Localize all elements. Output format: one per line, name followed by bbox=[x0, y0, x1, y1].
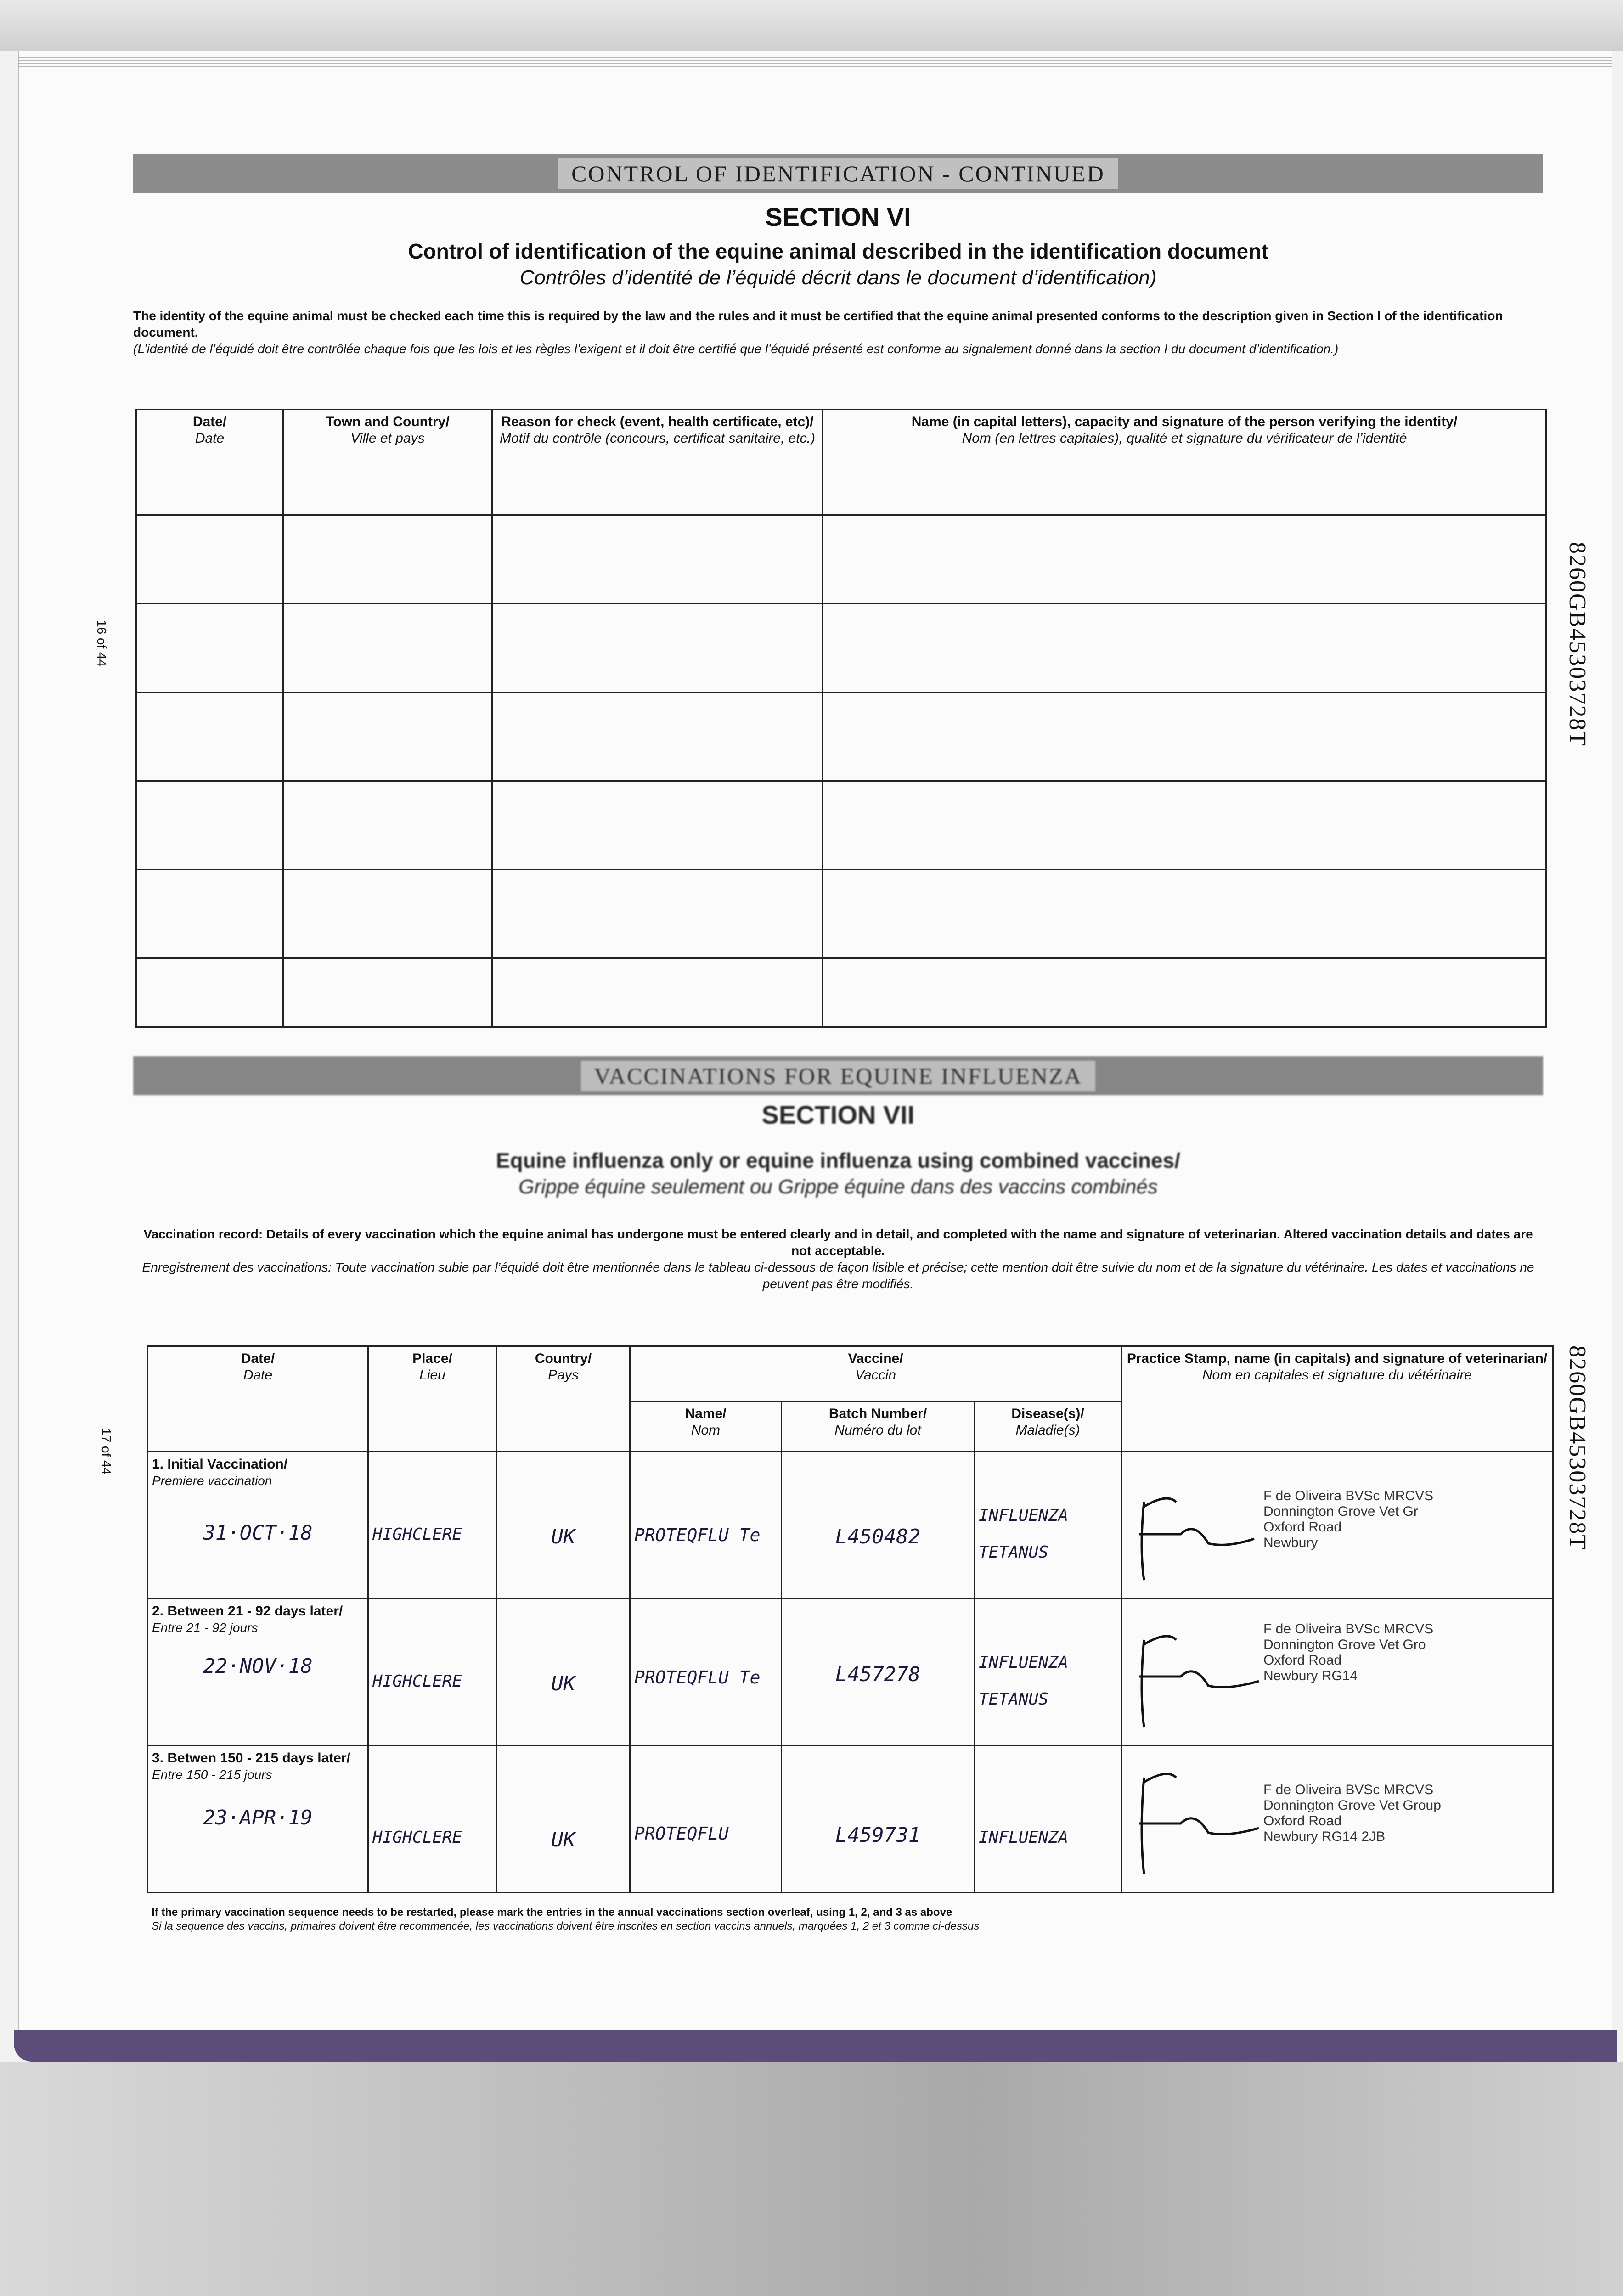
dose-label: 2. Between 21 - 92 days later/ Entre 21 - 92 jours bbox=[152, 1604, 343, 1635]
reason-cell[interactable] bbox=[492, 958, 823, 1027]
section-vi-intro bbox=[133, 308, 1543, 357]
reason-cell[interactable] bbox=[492, 781, 823, 870]
stamp-line: F de Oliveira BVSc MRCVS bbox=[1263, 1621, 1434, 1637]
identity-check-row bbox=[136, 781, 1546, 870]
reason-cell[interactable] bbox=[492, 515, 823, 604]
stamp-line: Newbury bbox=[1263, 1535, 1318, 1550]
vaccine-name-value: PROTEQFLU Te bbox=[634, 1525, 761, 1545]
verifier-cell[interactable] bbox=[823, 692, 1546, 781]
section-vii-subtitle-fr: Grippe équine seulement ou Grippe équine dans des vaccins combinés bbox=[518, 1176, 1158, 1198]
scan-background-bottom bbox=[0, 2062, 1623, 2296]
town-cell[interactable] bbox=[283, 958, 492, 1027]
vet-signature-2 bbox=[1126, 1621, 1263, 1736]
date-cell[interactable] bbox=[136, 515, 283, 604]
place-header: Place/ Lieu bbox=[368, 1346, 497, 1452]
vet-signature-3 bbox=[1126, 1764, 1263, 1879]
place-cell[interactable] bbox=[368, 1452, 497, 1599]
section-vi-banner bbox=[133, 154, 1543, 193]
disease-value: INFLUENZA bbox=[979, 1828, 1069, 1847]
section-vii-banner-text: VACCINATIONS FOR EQUINE INFLUENZA bbox=[581, 1061, 1095, 1091]
date-header: Date/ Date bbox=[148, 1346, 368, 1452]
identity-check-row bbox=[136, 958, 1546, 1027]
reason-cell[interactable] bbox=[492, 692, 823, 781]
stamp-line: Donnington Grove Vet Gro bbox=[1263, 1637, 1426, 1652]
country-header: Country/ Pays bbox=[497, 1346, 630, 1452]
place-cell[interactable] bbox=[368, 1599, 497, 1746]
identity-check-row bbox=[136, 692, 1546, 781]
verifier-cell[interactable] bbox=[823, 515, 1546, 604]
col-reason-header: Reason for check (event, health certificate, etc)/ Motif du contrôle (concours, certificat sanitaire, etc.) bbox=[492, 410, 823, 515]
date-cell[interactable] bbox=[136, 870, 283, 958]
stamp-line: Oxford Road bbox=[1263, 1653, 1342, 1668]
section-vii-title: SECTION VII bbox=[761, 1100, 915, 1129]
dose-cell bbox=[148, 1599, 368, 1746]
section-vi-subtitle-en: Control of identification of the equine animal described in the identification document bbox=[408, 239, 1268, 263]
vaccine-name-cell[interactable] bbox=[630, 1746, 782, 1893]
country-value: UK bbox=[551, 1828, 575, 1851]
town-cell[interactable] bbox=[283, 870, 492, 958]
col-verifier-header: Name (in capital letters), capacity and signature of the person verifying the identity/ Nom (en lettres capitales), qualité et signature du vérificateur de l’identité bbox=[823, 410, 1546, 515]
section-vi-subtitle-fr: Contrôles d’identité de l’équidé décrit dans le document d’identification) bbox=[519, 266, 1157, 289]
country-cell[interactable] bbox=[497, 1452, 630, 1599]
stamp-line: Newbury RG14 bbox=[1263, 1668, 1358, 1683]
disease-cell[interactable] bbox=[975, 1452, 1121, 1599]
batch-cell[interactable] bbox=[782, 1746, 975, 1893]
batch-cell[interactable] bbox=[782, 1452, 975, 1599]
reason-cell[interactable] bbox=[492, 870, 823, 958]
vaccination-table bbox=[147, 1345, 1554, 1893]
vaccine-name-value: PROTEQFLU Te bbox=[634, 1667, 761, 1688]
town-cell[interactable] bbox=[283, 692, 492, 781]
batch-value: L459731 bbox=[835, 1823, 921, 1847]
identity-check-row bbox=[136, 604, 1546, 692]
vet-signature-1 bbox=[1126, 1474, 1263, 1589]
stamp-cell bbox=[1121, 1746, 1553, 1893]
stamp-cell bbox=[1121, 1599, 1553, 1746]
stamp-line: Donnington Grove Vet Gr bbox=[1263, 1504, 1418, 1519]
dose-label: 1. Initial Vaccination/ Premiere vaccination bbox=[152, 1457, 288, 1488]
disease-cell[interactable] bbox=[975, 1599, 1121, 1746]
stamp-line: F de Oliveira BVSc MRCVS bbox=[1263, 1782, 1434, 1797]
verifier-cell[interactable] bbox=[823, 958, 1546, 1027]
section-vii-footnote bbox=[152, 1906, 1346, 1933]
vaccination-header-row-1 bbox=[148, 1346, 1553, 1401]
identity-check-row bbox=[136, 870, 1546, 958]
place-value: HIGHCLERE bbox=[372, 1525, 462, 1544]
col-town-header: Town and Country/ Ville et pays bbox=[283, 410, 492, 515]
document-id-bottom: 8260GB45303728T bbox=[1564, 1345, 1590, 1550]
verifier-cell[interactable] bbox=[823, 781, 1546, 870]
section-vii-subtitle-en: Equine influenza only or equine influenza using combined vaccines/ bbox=[496, 1148, 1181, 1172]
scan-background-top bbox=[0, 0, 1623, 51]
batch-value: L450482 bbox=[835, 1525, 921, 1548]
town-cell[interactable] bbox=[283, 781, 492, 870]
stamp-cell bbox=[1121, 1452, 1553, 1599]
col-date-header: Date/ Date bbox=[136, 410, 283, 515]
place-cell[interactable] bbox=[368, 1746, 497, 1893]
country-value: UK bbox=[551, 1672, 575, 1695]
identity-check-table bbox=[135, 409, 1547, 1028]
section-vii-intro bbox=[133, 1226, 1543, 1292]
date-cell[interactable] bbox=[136, 692, 283, 781]
stamp-line: Oxford Road bbox=[1263, 1813, 1342, 1829]
date-cell[interactable] bbox=[136, 781, 283, 870]
country-cell[interactable] bbox=[497, 1599, 630, 1746]
country-value: UK bbox=[551, 1525, 575, 1548]
identity-check-header-row bbox=[136, 410, 1546, 515]
disease-header: Disease(s)/ Maladie(s) bbox=[975, 1401, 1121, 1452]
vaccination-row bbox=[148, 1599, 1553, 1746]
passport-cover-edge bbox=[14, 2030, 1617, 2062]
vaccine-name-cell[interactable] bbox=[630, 1452, 782, 1599]
date-cell[interactable] bbox=[136, 604, 283, 692]
page-number-16: 16 of 44 bbox=[95, 620, 109, 667]
date-cell[interactable] bbox=[136, 958, 283, 1027]
stamp-line: Oxford Road bbox=[1263, 1519, 1342, 1535]
document-id-top: 8260GB45303728T bbox=[1564, 542, 1590, 747]
disease-cell[interactable] bbox=[975, 1746, 1121, 1893]
town-cell[interactable] bbox=[283, 515, 492, 604]
vaccine-name-value: PROTEQFLU bbox=[634, 1823, 729, 1844]
section-vi-title: SECTION VI bbox=[765, 203, 911, 231]
town-cell[interactable] bbox=[283, 604, 492, 692]
footnote-fr: Si la sequence des vaccins, primaires doivent être recommencée, les vaccinations doivent être inscrites en section vaccins annuels, marquées 1, 2 et 3 comme ci-dessus bbox=[152, 1920, 980, 1932]
batch-number-header: Batch Number/ Numéro du lot bbox=[782, 1401, 975, 1452]
section-vii-intro-en: Vaccination record: Details of every vaccination which the equine animal has undergone must be entered clearly and in detail, and completed with the name and signature of veterinarian. Altered vaccination details and dates are not acceptable. bbox=[143, 1227, 1533, 1258]
top-rule bbox=[18, 57, 1612, 68]
dose-cell bbox=[148, 1746, 368, 1893]
identity-check-row bbox=[136, 515, 1546, 604]
vaccination-date[interactable]: 22·NOV·18 bbox=[203, 1654, 313, 1678]
stamp-line: F de Oliveira BVSc MRCVS bbox=[1263, 1488, 1434, 1503]
dose-cell bbox=[148, 1452, 368, 1599]
dose-label: 3. Betwen 150 - 215 days later/ Entre 150 - 215 jours bbox=[152, 1750, 350, 1782]
vaccine-name-cell[interactable] bbox=[630, 1599, 782, 1746]
batch-value: L457278 bbox=[835, 1663, 921, 1686]
vaccination-row bbox=[148, 1746, 1553, 1893]
country-cell[interactable] bbox=[497, 1746, 630, 1893]
vaccination-row bbox=[148, 1452, 1553, 1599]
section-vi-banner-text: CONTROL OF IDENTIFICATION - CONTINUED bbox=[558, 158, 1118, 189]
place-value: HIGHCLERE bbox=[372, 1828, 462, 1847]
disease-value: INFLUENZA TETANUS bbox=[979, 1653, 1069, 1709]
verifier-cell[interactable] bbox=[823, 870, 1546, 958]
section-vii-banner bbox=[133, 1056, 1543, 1095]
vaccination-date[interactable]: 31·OCT·18 bbox=[203, 1521, 313, 1545]
reason-cell[interactable] bbox=[492, 604, 823, 692]
stamp-line: Donnington Grove Vet Group bbox=[1263, 1798, 1441, 1813]
section-vi-intro-en: The identity of the equine animal must be checked each time this is required by the law and the rules and it must be certified that the equine animal presented conforms to the description given in Section I of the identification document. bbox=[133, 309, 1503, 339]
place-value: HIGHCLERE bbox=[372, 1672, 462, 1691]
verifier-cell[interactable] bbox=[823, 604, 1546, 692]
disease-value: INFLUENZA TETANUS bbox=[979, 1506, 1069, 1562]
batch-cell[interactable] bbox=[782, 1599, 975, 1746]
stamp-line: Newbury RG14 2JB bbox=[1263, 1829, 1386, 1844]
footnote-en: If the primary vaccination sequence needs to be restarted, please mark the entries in the annual vaccinations section overleaf, using 1, 2, and 3 as above bbox=[152, 1906, 952, 1919]
section-vii-intro-fr: Enregistrement des vaccinations: Toute vaccination subie par l’équidé doit être mentionnée dans le tableau ci-dessous de façon lisible et précise; cette mention doit être suivie du nom et de la signature du vétérinaire. Les dates et vaccinations ne peuvent pas être modifiés. bbox=[142, 1260, 1534, 1291]
vaccine-name-header: Name/ Nom bbox=[630, 1401, 782, 1452]
stamp-header: Practice Stamp, name (in capitals) and signature of veterinarian/ Nom en capitales et signature du vétérinaire bbox=[1121, 1346, 1553, 1452]
section-vi-intro-fr: (L’identité de l’équidé doit être contrôlée chaque fois que les lois et les règles l’exigent et il doit être certifié que l’équidé présenté est conforme au signalement donné dans la section I du document d’identification.) bbox=[133, 342, 1339, 356]
vaccine-header: Vaccine/ Vaccin bbox=[630, 1346, 1121, 1401]
page-number-17: 17 of 44 bbox=[99, 1428, 113, 1475]
vaccination-date[interactable]: 23·APR·19 bbox=[203, 1806, 313, 1829]
